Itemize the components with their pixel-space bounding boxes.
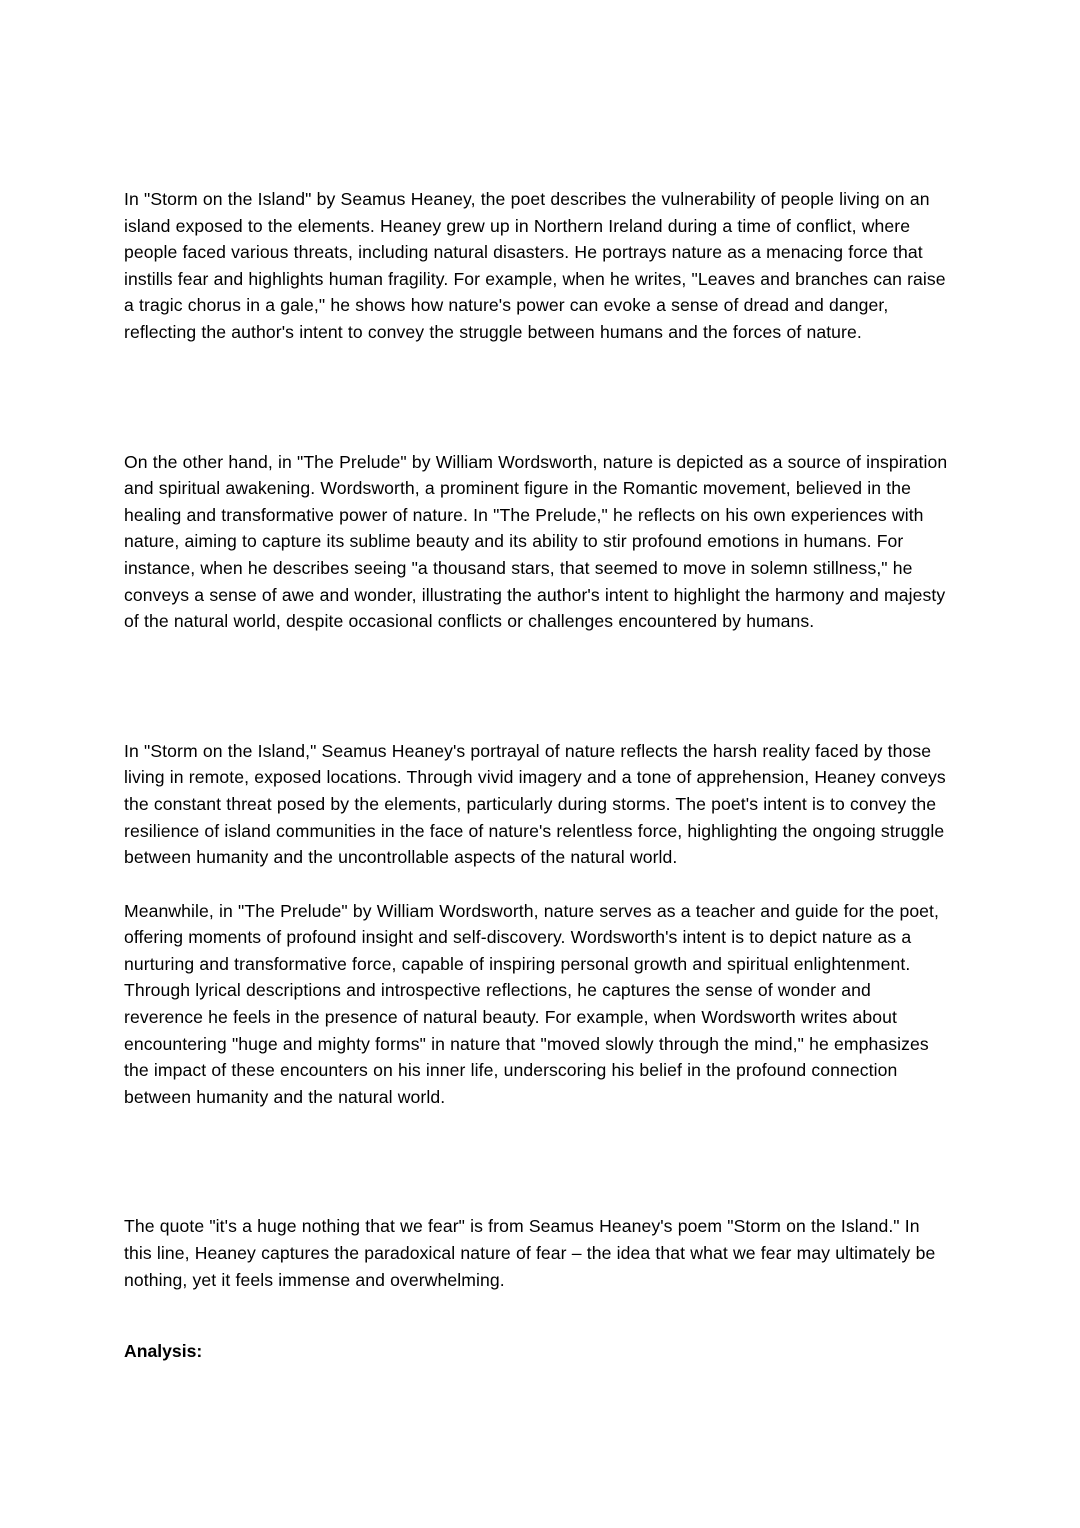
document-body <box>124 186 952 1365</box>
paragraph-the-prelude-analysis: Meanwhile, in "The Prelude" by William Wordsworth, nature serves as a teacher and guide for the poet, offering moments of profound insight and self-discovery. Wordsworth's intent is to depict nature as a nurturing and transformative force, capable of inspiring personal growth and spiritual enlightenment. Through lyrical descriptions and introspective reflections, he captures the sense of wonder and reverence he feels in the presence of natural beauty. For example, when Wordsworth writes about encountering "huge and mighty forms" in nature that "moved slowly through the mind," he emphasizes the impact of these encounters on his inner life, underscoring his belief in the profound connection between humanity and the natural world. <box>124 900 940 1107</box>
paragraph-the-prelude-intro: On the other hand, in "The Prelude" by William Wordsworth, nature is depicted as a source of inspiration and spiritual awakening. Wordsworth, a prominent figure in the Romantic movement, believed in the healing and transformative power of nature. In "The Prelude," he reflects on his own experiences with nature, aiming to capture its sublime beauty and its ability to stir profound emotions in humans. For instance, when he describes seeing "a thousand stars, that seemed to move in solemn stillness," he conveys a sense of awe and wonder, illustrating the author's intent to highlight the harmony and majesty of the natural world, despite occasional conflicts or challenges encountered by humans. <box>124 451 948 632</box>
paragraph-quote-explanation: The quote "it's a huge nothing that we fear" is from Seamus Heaney's poem "Storm on the Island." In this line, Heaney captures the paradoxical nature of fear – the idea that what we fear may ultimately be nothing, yet it feels immense and overwhelming. <box>124 1216 936 1290</box>
heading-spacer <box>124 1320 952 1338</box>
paragraph-storm-on-the-island-intro: In "Storm on the Island" by Seamus Heaney, the poet describes the vulnerability of people living on an island exposed to the elements. Heaney grew up in Northern Ireland during a time of conflict, where people faced various threats, including natural disasters. He portrays nature as a menacing force that instills fear and highlights human fragility. For example, when he writes, "Leaves and branches can raise a tragic chorus in a gale," he shows how nature's power can evoke a sense of dread and danger, reflecting the author's intent to convey the struggle between humans and the forces of nature. <box>124 189 946 342</box>
paragraph-storm-on-the-island-analysis: In "Storm on the Island," Seamus Heaney's portrayal of nature reflects the harsh reality faced by those living in remote, exposed locations. Through vivid imagery and a tone of apprehension, Heaney conveys the constant threat posed by the elements, particularly during storms. The poet's intent is to convey the resilience of island communities in the face of nature's relentless force, highlighting the ongoing struggle between humanity and the uncontrollable aspects of the natural world. <box>124 740 946 868</box>
analysis-heading: Analysis: <box>124 1341 203 1362</box>
